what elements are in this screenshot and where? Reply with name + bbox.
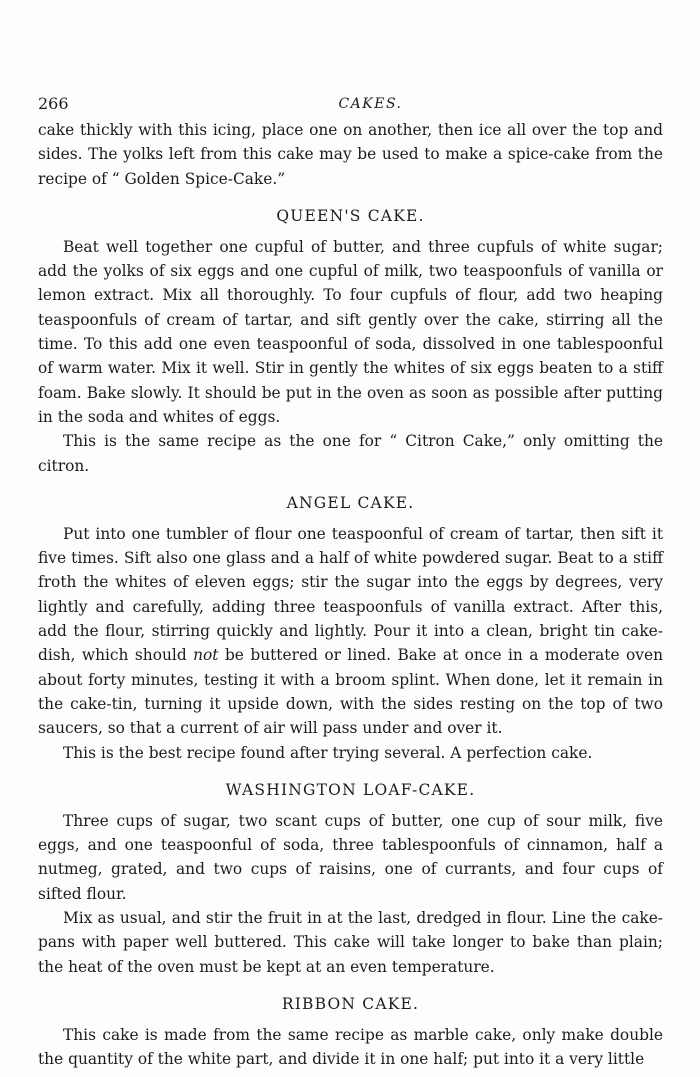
recipe-heading-queens-cake: QUEEN'S CAKE. [276, 206, 425, 225]
recipe-paragraph: Mix as usual, and stir the fruit in at the last, dredged in flour. Line the cake-pans with paper well buttered. This cake will take longer to bake than plain; the heat of the oven must be kept at an even temperature. [38, 909, 663, 976]
page-number: 266 [38, 94, 69, 113]
recipe-heading-washington-loaf-cake: WASHINGTON LOAF-CAKE. [225, 780, 476, 799]
book-page [38, 92, 663, 1072]
recipe-paragraph: Three cups of sugar, two scant cups of butter, one cup of sour milk, five eggs, and one teaspoonful of soda, three tablespoonfuls of cinnamon, half a nutmeg, grated, and two cups of raisins, one of currants, and four cups of sifted flour. [38, 811, 663, 903]
running-head [38, 92, 663, 116]
recipe-heading-angel-cake: ANGEL CAKE. [286, 493, 415, 512]
recipe-note: This is the best recipe found after trying several. A perfection cake. [63, 743, 593, 762]
emphasized-word: not [193, 646, 219, 665]
running-title: CAKES. [338, 96, 403, 112]
recipe-paragraph: Beat well together one cupful of butter, and three cupfuls of white sugar; add the yolks of six eggs and one cupful of milk, two teaspoonfuls of vanilla or lemon extract. Mix all thoroughly. To four cupfuls of flour, add two heaping teaspoonfuls of cream of tartar, and sift gently over the cake, stirring all the time. To this add one even teaspoonful of soda, dissolved in one tablespoonful of warm water. Mix it well. Stir in gently the whites of six eggs beaten to a stiff foam. Bake slowly. It should be put in the oven as soon as possible after putting in the soda and whites of eggs. [38, 237, 663, 426]
recipe-paragraph: This cake is made from the same recipe as marble cake, only make double the quantity of the white part, and divide it in one half; put into it a very little [38, 1025, 663, 1069]
text-run: Put into one tumbler of flour one teaspoonful of cream of tartar, then sift it five times. Sift also one glass and a half of white powdered sugar. Beat to a stiff froth the whites of eleven eggs; stir the sugar into the eggs by degrees, very lightly and carefully, adding three teaspoonfuls of vanilla extract. After this, add the flour, stirring quickly and lightly. Pour it into a clean, bright tin cake-dish, which should [38, 524, 663, 665]
recipe-paragraph [38, 522, 663, 741]
recipe-heading-ribbon-cake: RIBBON CAKE. [281, 994, 420, 1013]
text-run: be buttered or lined. Bake at once in a moderate oven about forty minutes, testing it with a broom splint. When done, let it remain in the cake-tin, turning it upside down, with the sides resting on the top of two saucers, so that a current of air will pass under and over it. [38, 646, 663, 738]
recipe-note: This is the same recipe as the one for “ Citron Cake,” only omitting the citron. [38, 432, 663, 475]
continuation-paragraph: cake thickly with this icing, place one on another, then ice all over the top and sides. The yolks left from this cake may be used to make a spice-cake from the recipe of “ Golden Spice-Cake.” [38, 121, 663, 188]
